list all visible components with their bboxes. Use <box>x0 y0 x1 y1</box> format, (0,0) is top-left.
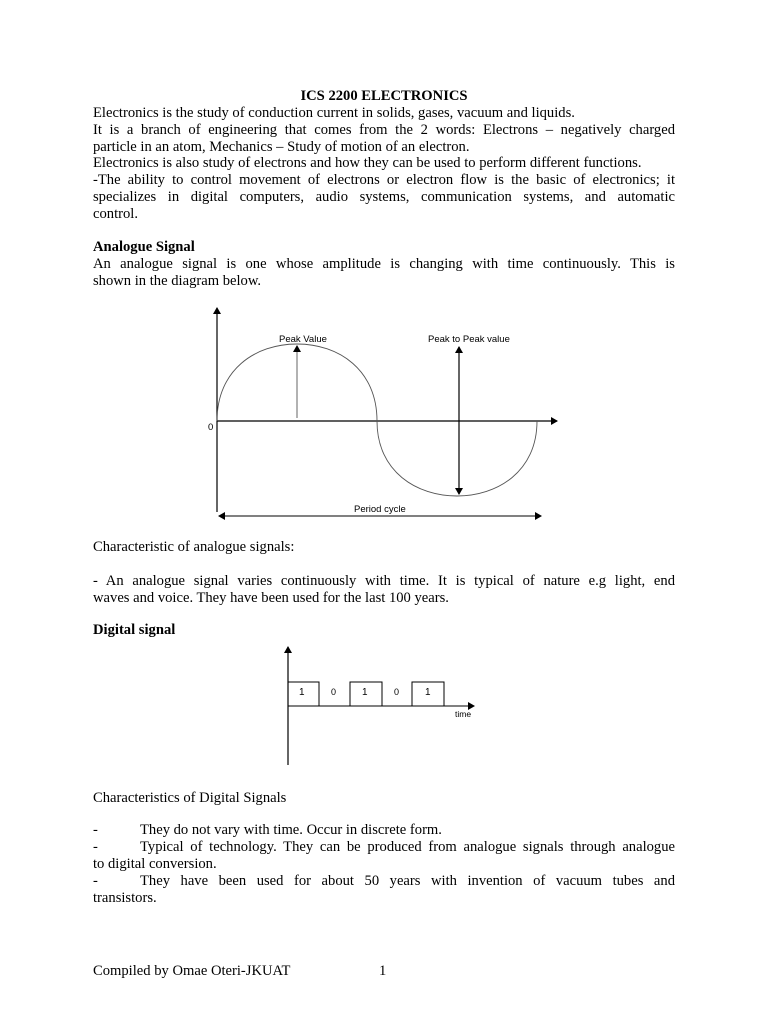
footer-compiled-by: Compiled by Omae Oteri-JKUAT <box>93 963 291 979</box>
intro-text <box>93 105 675 223</box>
bit-label: 1 <box>425 687 431 698</box>
digital-bullet <box>93 873 675 907</box>
digital-char-heading: Characteristics of Digital Signals <box>93 790 287 806</box>
digital-heading-wrap <box>93 622 675 639</box>
digital-signal-diagram <box>278 643 488 768</box>
time-label: time <box>455 709 472 719</box>
intro-line: -The ability to control movement of electrons or electron flow is the basic of electronics; it <box>93 172 675 189</box>
period-cycle-label: Period cycle <box>354 504 406 515</box>
bit-label: 1 <box>299 687 305 698</box>
analogue-heading: Analogue Signal <box>93 239 195 255</box>
analogue-signal-diagram <box>195 300 575 525</box>
digital-bullet <box>93 822 675 839</box>
intro-line: particle in an atom, Mechanics – Study of motion of an electron. <box>93 138 470 155</box>
bullet-dash: - <box>93 839 98 855</box>
bullet-dash: - <box>93 873 98 889</box>
page-title: ICS 2200 ELECTRONICS <box>300 88 468 104</box>
analogue-paragraph-line: shown in the diagram below. <box>93 272 262 289</box>
digital-heading: Digital signal <box>93 622 176 638</box>
sine-wave <box>217 344 537 496</box>
intro-line: It is a branch of engineering that comes from the 2 words: Electrons – negatively charged <box>93 121 675 138</box>
bit-label: 0 <box>331 687 337 697</box>
bullet-dash: - <box>93 822 98 838</box>
bullet-line: Typical of technology. They can be produced from analogue signals through analogue <box>140 839 675 855</box>
bit-label: 0 <box>394 687 400 697</box>
peak-value-label: Peak Value <box>279 334 327 345</box>
analogue-char-line: waves and voice. They have been used for the last 100 years. <box>93 589 449 606</box>
page-number: 1 <box>379 963 387 979</box>
analogue-paragraph-line: An analogue signal is one whose amplitude is changing with time continuously. This is <box>93 255 675 272</box>
peak-to-peak-label: Peak to Peak value <box>428 334 510 345</box>
bullet-line: to digital conversion. <box>93 855 217 872</box>
analogue-section <box>93 239 675 289</box>
analogue-characteristics <box>93 539 675 606</box>
bullet-line: transistors. <box>93 889 157 906</box>
intro-line: control. <box>93 205 138 222</box>
intro-line: Electronics is the study of conduction current in solids, gases, vacuum and liquids. <box>93 105 575 121</box>
intro-line: specializes in digital computers, audio systems, communication systems, and automatic <box>93 188 675 205</box>
digital-bullet <box>93 839 675 873</box>
page-footer <box>93 963 493 980</box>
bullet-line: They do not vary with time. Occur in discrete form. <box>140 822 442 838</box>
bullet-line: They have been used for about 50 years with invention of vacuum tubes and <box>140 873 675 889</box>
origin-label: 0 <box>208 422 214 433</box>
digital-char-heading-wrap <box>93 790 675 807</box>
bit-label: 1 <box>362 687 368 698</box>
analogue-char-heading: Characteristic of analogue signals: <box>93 539 295 555</box>
analogue-char-line: - An analogue signal varies continuously with time. It is typical of nature e.g light, end <box>93 572 675 589</box>
intro-line: Electronics is also study of electrons and how they can be used to perform different functions. <box>93 155 642 172</box>
